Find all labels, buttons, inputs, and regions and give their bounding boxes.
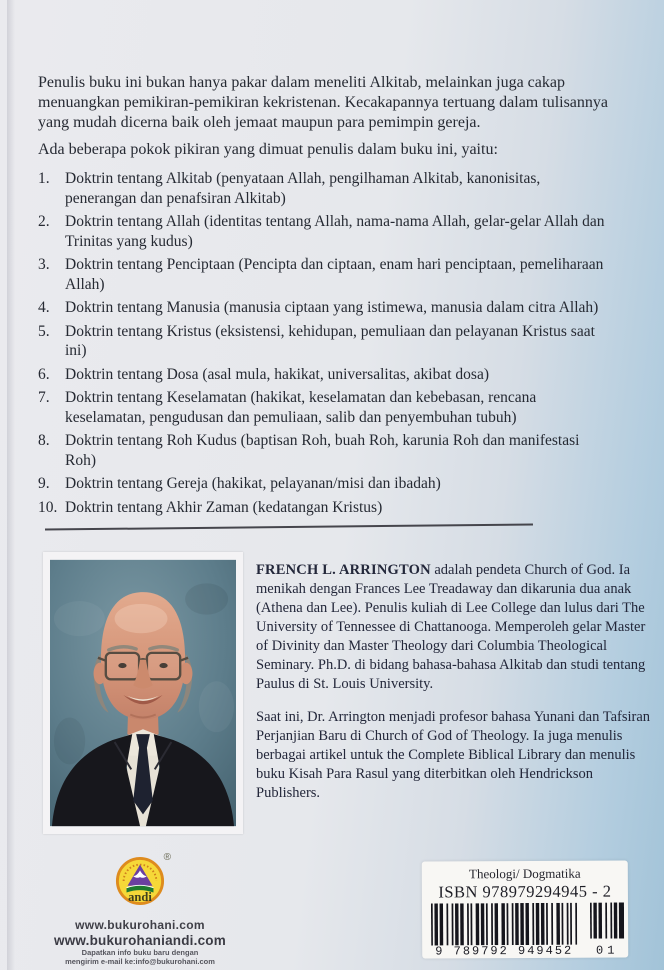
topic-number: 6.	[38, 365, 50, 383]
andi-logo-text: andi	[128, 890, 152, 905]
intro-paragraph: Penulis buku ini bukan hanya pakar dalam meneliti Alkitab, melainkan juga cakap menuangkan pemikiran-pemikiran kekristenan. Kecakapannya tertuang dalam tulisannya yang mudah dicerna baik oleh jemaat maupun para pemimpin gereja.	[38, 74, 609, 131]
topic-item-10	[38, 498, 613, 518]
topic-number: 8.	[38, 432, 50, 449]
author-bio	[256, 552, 650, 834]
topics-list-heading: Ada beberapa pokok pikiran yang dimuat penulis dalam buku ini, yaitu:	[38, 141, 498, 158]
topic-item-1	[38, 169, 613, 208]
publisher-logo	[108, 852, 172, 910]
barcode-addon-digits: 01	[595, 943, 619, 958]
topic-text: Doktrin tentang Keselamatan (hakikat, keselamatan dan kebebasan, rencana keselamatan, pengudusan dan pemuliaan, salib dan penyembuhan tubuh)	[65, 389, 537, 426]
author-bio-paragraph-2: Saat ini, Dr. Arrington menjadi profesor bahasa Yunani dan Tafsiran Perjanjian Baru di Church of God of Theology. Ia juga menulis berbagai artikel untuk the Complete Biblical Library dan menulis buku Kisah Para Rasul yang diterbitkan oleh Hendrickson Publishers.	[256, 709, 651, 801]
topic-item-6	[38, 365, 613, 385]
topic-item-8	[38, 431, 613, 470]
author-bio-paragraph-1	[256, 561, 650, 694]
barcode-digits-row	[422, 943, 628, 958]
topic-item-2	[38, 212, 613, 251]
topic-text: Doktrin tentang Akhir Zaman (kedatangan Kristus)	[65, 498, 383, 516]
topic-text: Doktrin tentang Dosa (asal mula, hakikat, universalitas, akibat dosa)	[65, 365, 489, 383]
topic-text: Doktrin tentang Manusia (manusia ciptaan yang istimewa, manusia dalam citra Allah)	[65, 299, 599, 316]
topic-item-5	[38, 322, 613, 361]
topic-number: 9.	[38, 475, 50, 492]
author-bio-text-1: adalah pendeta Church of God. Ia menikah dengan Frances Lee Treadaway dan dikarunia dua anak (Athena dan Lee). Penulis kuliah di Lee College dan lulus dari The University of Tennessee di Chattanooga. Memperoleh gelar Master of Divinity dan Master Theology dari Columbia Theological Seminary. Ph.D. di bidang bahasa-bahasa Alkitab dan studi tentang Paulus di St. Louis University.	[256, 562, 646, 692]
topic-number: 7.	[38, 389, 50, 406]
isbn-number: ISBN 978979294945 - 2	[438, 881, 612, 902]
barcode-main-bars	[431, 903, 577, 946]
topic-text: Doktrin tentang Allah (identitas tentang Allah, nama-nama Allah, gelar-gelar Allah dan Trinitas yang kudus)	[65, 213, 605, 250]
topic-item-3	[38, 255, 613, 294]
barcode-digits: 9 789792 949452	[435, 943, 574, 959]
publisher-note-line-2: mengirim e-mail ke:info@bukurohani.com	[65, 957, 215, 966]
topic-text: Doktrin tentang Roh Kudus (baptisan Roh, buah Roh, karunia Roh dan manifestasi Roh)	[65, 432, 580, 469]
author-portrait-image	[50, 557, 236, 829]
registered-trademark-icon: ®	[163, 852, 171, 863]
publisher-note-line-1: Dapatkan info buku baru dengan	[81, 948, 199, 957]
publisher-website-1: www.bukurohani.com	[75, 918, 205, 932]
topic-text: Doktrin tentang Gereja (hakikat, pelayanan/misi dan ibadah)	[65, 475, 441, 492]
topic-text: Doktrin tentang Kristus (eksistensi, kehidupan, pemuliaan dan pelayanan Kristus saat ini)	[65, 322, 595, 359]
left-fold-shadow	[7, 0, 15, 970]
topics-list	[38, 169, 613, 517]
topic-number: 2.	[38, 213, 50, 230]
topic-item-4	[38, 298, 613, 318]
section-divider	[45, 523, 533, 530]
topic-number: 4.	[38, 299, 50, 316]
publisher-website-2: www.bukurohaniandi.com	[54, 933, 226, 948]
isbn-box	[422, 860, 629, 958]
topic-number: 3.	[38, 256, 50, 273]
topic-text: Doktrin tentang Penciptaan (Pencipta dan ciptaan, enam hari penciptaan, pemeliharaan Allah)	[65, 256, 604, 293]
author-name: FRENCH L. ARRINGTON	[256, 562, 431, 578]
topic-number: 10.	[38, 498, 58, 516]
topic-item-9	[38, 474, 613, 494]
topic-number: 1.	[38, 170, 50, 187]
barcode	[422, 902, 628, 945]
category-label: Theologi/ Dogmatika	[468, 865, 581, 882]
barcode-addon-bars	[590, 902, 624, 938]
andi-logo-icon	[115, 856, 165, 906]
topic-number: 5.	[38, 322, 50, 340]
publisher-block	[34, 852, 246, 966]
topic-text: Doktrin tentang Alkitab (penyataan Allah, pengilhaman Alkitab, kanonisitas, penerangan dan penafsiran Alkitab)	[65, 170, 541, 207]
topic-item-7	[38, 388, 613, 427]
author-section	[43, 552, 664, 834]
author-photo	[43, 552, 243, 834]
